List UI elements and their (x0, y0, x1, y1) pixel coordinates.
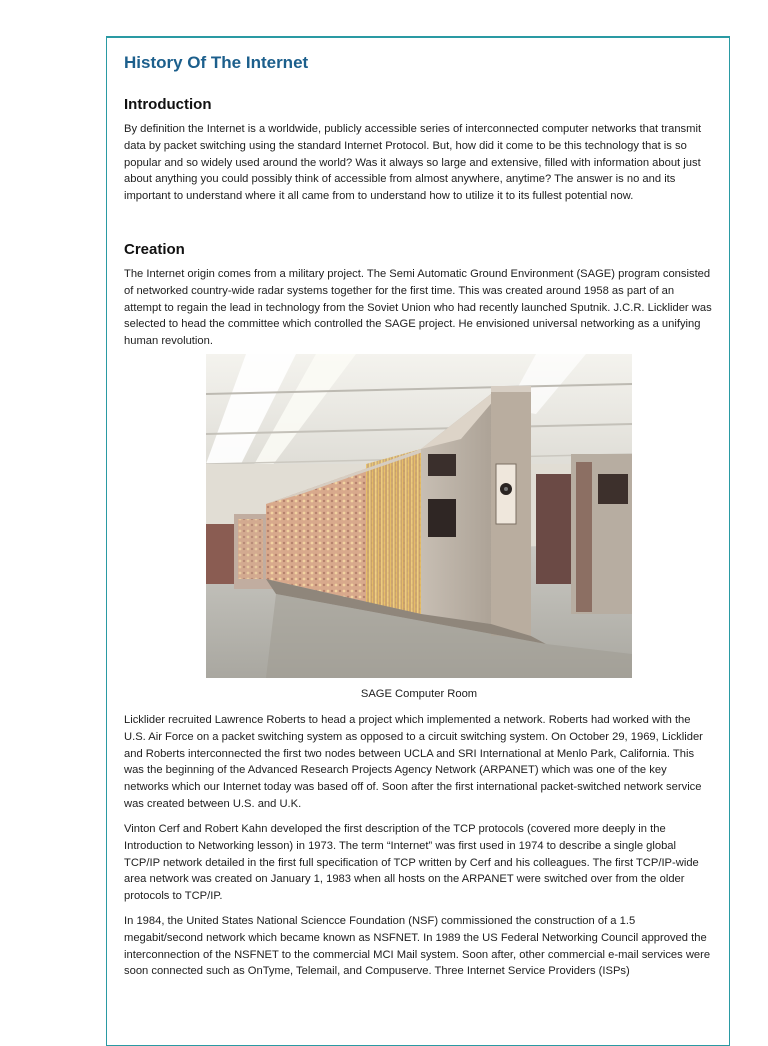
figure-caption: SAGE Computer Room (360, 688, 478, 700)
tcp-paragraph: Vinton Cerf and Robert Kahn developed the first description of the TCP protocols (covered more deeply in the Introduction to Networking lesson) in 1973. The term “Internet” was first used in 1974 to describe a single global TCP/IP network detailed in the first full specification of TCP written by Cerf and his colleagues. The first TCP/IP-wide area network was created on January 1, 1983 when all hosts on the ARPANET were switched over from the older protocols to TCP/IP. (124, 823, 699, 903)
sage-computer-room-image (206, 354, 632, 678)
nsfnet-paragraph: In 1984, the United States National Sciencce Foundation (NSF) commissioned the construction of a 1.5 megabit/second network which became known as NSFNET. In 1989 the US Federal Networking Council approved the interconnection of the NSFNET to the commercial MCI Mail system. Soon after, other commercial e-mail services were soon connected such as OnTyme, Telemail, and Compuserve. Three Internet Service Providers (ISPs) (124, 915, 711, 978)
section-heading-introduction: Introduction (124, 96, 212, 113)
introduction-paragraph: By definition the Internet is a worldwide, publicly accessible series of interconnected computer networks that transmit data by packet switching using the standard Internet Protocol. But, how did it come to be this technology that is so popular and so widely used around the world? Was it always so large and extensive, filled with information about just about anything you could possibly think of accessible from almost anywhere, anytime? The answer is no and its important to understand where it all came from to understand how to utilize it to its fullest potential now. (124, 123, 702, 203)
section-heading-creation: Creation (124, 241, 185, 258)
creation-paragraph: The Internet origin comes from a military project. The Semi Automatic Ground Environment (SAGE) program consisted of networked country-wide radar systems together for the first time. This was created around 1958 as part of an attempt to regain the lead in technology from the Soviet Union who had recently launched Sputnik. J.C.R. Licklider was selected to head the committee which controlled the SAGE project. He envisioned universal networking as a unifying human revolution. (124, 268, 712, 348)
page-title: History Of The Internet (124, 53, 309, 72)
arpanet-paragraph: Licklider recruited Lawrence Roberts to head a project which implemented a network. Roberts had worked with the U.S. Air Force on a packet switching system as opposed to a circuit switching system. On October 29, 1969, Licklider and Roberts interconnected the first two nodes between UCLA and SRI International at Menlo Park, California. This was the beginning of the Advanced Research Projects Agency Network (ARPANET) which was one of the key networks which our Internet today was based off of. Soon after the first international packet-switched network service was created between U.S. and U.K. (124, 714, 703, 810)
article-card (106, 36, 730, 1046)
